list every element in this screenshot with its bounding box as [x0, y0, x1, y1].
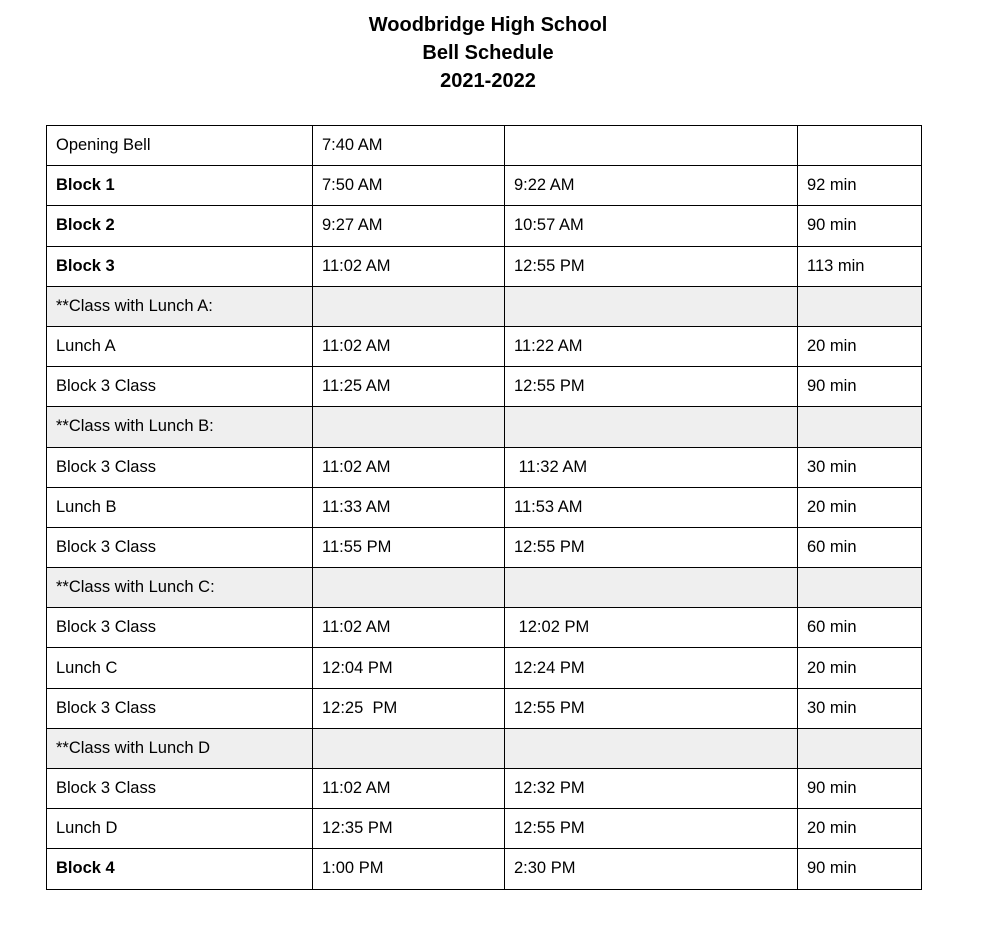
start-time-cell: 12:25 PM — [313, 688, 505, 728]
period-label-cell: **Class with Lunch D — [47, 728, 313, 768]
start-time-cell: 7:40 AM — [313, 126, 505, 166]
table-row — [47, 367, 922, 407]
end-time-cell: 12:02 PM — [505, 608, 798, 648]
table-row — [47, 849, 922, 889]
end-time-cell: 11:22 AM — [505, 326, 798, 366]
table-row — [47, 769, 922, 809]
document-title — [0, 11, 976, 95]
period-label-cell: **Class with Lunch C: — [47, 568, 313, 608]
table-row — [47, 126, 922, 166]
start-time-cell: 9:27 AM — [313, 206, 505, 246]
end-time-cell — [505, 126, 798, 166]
duration-cell — [798, 286, 922, 326]
duration-cell — [798, 728, 922, 768]
section-header-row — [47, 286, 922, 326]
duration-cell: 20 min — [798, 809, 922, 849]
end-time-cell: 12:32 PM — [505, 769, 798, 809]
end-time-cell — [505, 407, 798, 447]
period-label-cell: Opening Bell — [47, 126, 313, 166]
end-time-cell: 2:30 PM — [505, 849, 798, 889]
duration-cell: 20 min — [798, 648, 922, 688]
bell-schedule-table — [46, 125, 922, 890]
period-label-cell: Block 3 Class — [47, 367, 313, 407]
end-time-cell — [505, 286, 798, 326]
duration-cell: 30 min — [798, 447, 922, 487]
end-time-cell: 12:55 PM — [505, 246, 798, 286]
school-name: Woodbridge High School — [368, 14, 608, 36]
table-row — [47, 608, 922, 648]
duration-cell: 60 min — [798, 527, 922, 567]
end-time-cell: 10:57 AM — [505, 206, 798, 246]
start-time-cell: 12:35 PM — [313, 809, 505, 849]
duration-cell: 113 min — [798, 246, 922, 286]
start-time-cell: 11:02 AM — [313, 769, 505, 809]
table-row — [47, 527, 922, 567]
schedule-subtitle: Bell Schedule — [422, 42, 554, 64]
section-header-row — [47, 407, 922, 447]
start-time-cell: 11:02 AM — [313, 608, 505, 648]
start-time-cell — [313, 728, 505, 768]
duration-cell: 60 min — [798, 608, 922, 648]
duration-cell: 30 min — [798, 688, 922, 728]
start-time-cell: 1:00 PM — [313, 849, 505, 889]
start-time-cell — [313, 407, 505, 447]
duration-cell — [798, 568, 922, 608]
end-time-cell — [505, 568, 798, 608]
period-label-cell: Block 3 Class — [47, 688, 313, 728]
period-label-cell: Block 3 Class — [47, 527, 313, 567]
period-label-cell: Block 4 — [47, 849, 313, 889]
period-label-cell: Block 3 Class — [47, 608, 313, 648]
duration-cell — [798, 126, 922, 166]
end-time-cell: 12:55 PM — [505, 527, 798, 567]
table-row — [47, 648, 922, 688]
start-time-cell — [313, 286, 505, 326]
section-header-row — [47, 728, 922, 768]
period-label-cell: Block 3 Class — [47, 769, 313, 809]
duration-cell: 90 min — [798, 206, 922, 246]
period-label-cell: Block 3 Class — [47, 447, 313, 487]
start-time-cell: 11:02 AM — [313, 246, 505, 286]
duration-cell: 90 min — [798, 769, 922, 809]
schedule-body — [47, 126, 922, 890]
table-row — [47, 246, 922, 286]
end-time-cell: 11:53 AM — [505, 487, 798, 527]
duration-cell: 92 min — [798, 166, 922, 206]
end-time-cell: 12:55 PM — [505, 367, 798, 407]
school-year: 2021-2022 — [440, 70, 536, 92]
end-time-cell: 12:24 PM — [505, 648, 798, 688]
period-label-cell: Lunch D — [47, 809, 313, 849]
period-label-cell: **Class with Lunch A: — [47, 286, 313, 326]
period-label-cell: Lunch A — [47, 326, 313, 366]
period-label-cell: Block 3 — [47, 246, 313, 286]
end-time-cell: 12:55 PM — [505, 809, 798, 849]
period-label-cell: Lunch C — [47, 648, 313, 688]
duration-cell — [798, 407, 922, 447]
period-label-cell: Block 1 — [47, 166, 313, 206]
table-row — [47, 487, 922, 527]
duration-cell: 90 min — [798, 849, 922, 889]
duration-cell: 90 min — [798, 367, 922, 407]
duration-cell: 20 min — [798, 487, 922, 527]
start-time-cell: 11:25 AM — [313, 367, 505, 407]
period-label-cell: **Class with Lunch B: — [47, 407, 313, 447]
section-header-row — [47, 568, 922, 608]
period-label-cell: Lunch B — [47, 487, 313, 527]
end-time-cell: 11:32 AM — [505, 447, 798, 487]
table-row — [47, 809, 922, 849]
start-time-cell — [313, 568, 505, 608]
table-row — [47, 447, 922, 487]
table-row — [47, 326, 922, 366]
end-time-cell — [505, 728, 798, 768]
table-row — [47, 688, 922, 728]
start-time-cell: 12:04 PM — [313, 648, 505, 688]
start-time-cell: 11:55 PM — [313, 527, 505, 567]
table-row — [47, 166, 922, 206]
end-time-cell: 9:22 AM — [505, 166, 798, 206]
start-time-cell: 11:33 AM — [313, 487, 505, 527]
start-time-cell: 11:02 AM — [313, 326, 505, 366]
start-time-cell: 7:50 AM — [313, 166, 505, 206]
period-label-cell: Block 2 — [47, 206, 313, 246]
start-time-cell: 11:02 AM — [313, 447, 505, 487]
table-row — [47, 206, 922, 246]
end-time-cell: 12:55 PM — [505, 688, 798, 728]
duration-cell: 20 min — [798, 326, 922, 366]
